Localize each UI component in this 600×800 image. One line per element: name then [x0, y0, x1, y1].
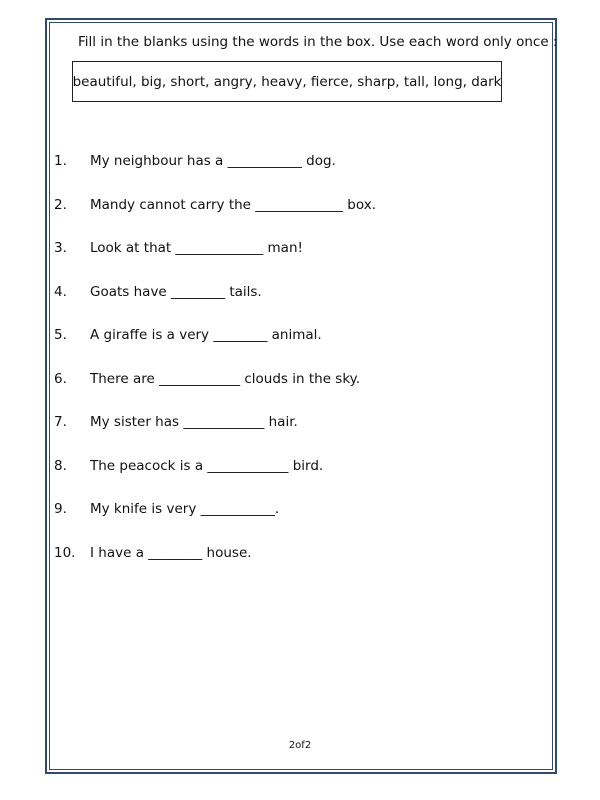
page-number: 2of2	[288, 740, 312, 751]
question-number: 2.	[54, 197, 67, 213]
question-text: The peacock is a ____________ bird.	[90, 458, 324, 474]
question-text: My neighbour has a ___________ dog.	[90, 153, 336, 169]
word-bank-text: beautiful, big, short, angry, heavy, fierce, sharp, tall, long, dark	[72, 73, 502, 90]
question-number: 4.	[54, 284, 67, 300]
question-text: There are ____________ clouds in the sky.	[90, 371, 361, 387]
question-text: Mandy cannot carry the _____________ box.	[90, 197, 376, 213]
question-text: Goats have ________ tails.	[90, 284, 262, 300]
question-text: Look at that _____________ man!	[90, 240, 303, 256]
word-bank-box	[72, 61, 502, 102]
question-number: 1.	[54, 153, 67, 169]
page-border-inner	[49, 22, 553, 770]
question-text: I have a ________ house.	[90, 545, 252, 561]
question-text: My sister has ____________ hair.	[90, 414, 298, 430]
question-number: 7.	[54, 414, 67, 430]
question-number: 8.	[54, 458, 67, 474]
question-number: 5.	[54, 327, 67, 343]
question-number: 3.	[54, 240, 67, 256]
question-text: A giraffe is a very ________ animal.	[90, 327, 322, 343]
question-number: 10.	[54, 545, 76, 561]
instruction-text: Fill in the blanks using the words in the box. Use each word only once :	[78, 34, 558, 50]
question-number: 6.	[54, 371, 67, 387]
question-text: My knife is very ___________.	[90, 501, 280, 517]
question-number: 9.	[54, 501, 67, 517]
